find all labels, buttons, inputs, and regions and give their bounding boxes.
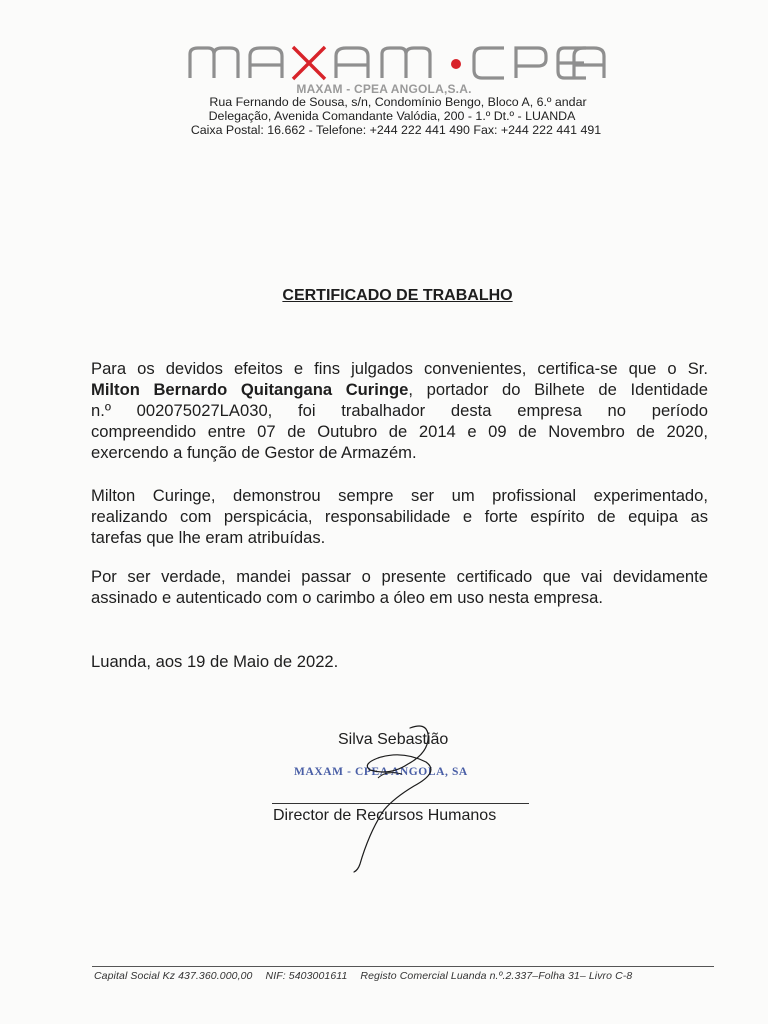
handwritten-signature <box>330 718 450 878</box>
text-line: Para os devidos efeitos e fins julgados convenientes, certifica-se que o Sr. <box>91 359 708 378</box>
address-line-2: Delegação, Avenida Comandante Valódia, 200 - 1.º Dt.º - LUANDA <box>208 109 576 123</box>
employee-name: Milton Bernardo Quitangana Curinge <box>91 380 409 399</box>
contact-line: Caixa Postal: 16.662 - Telefone: +244 222 441 490 Fax: +244 222 441 491 <box>190 123 602 137</box>
text-line <box>91 379 708 400</box>
text-line: compreendido entre 07 de Outubro de 2014 e 09 de Novembro de 2020, <box>91 422 708 441</box>
text-fragment: , portador do Bilhete de Identidade <box>408 380 708 399</box>
footer-nif: NIF: 5403001611 <box>265 970 348 982</box>
paragraph-certification <box>91 358 708 463</box>
logo-letter-a <box>572 38 612 88</box>
paragraph-closing <box>91 566 708 608</box>
signer-role: Director de Recursos Humanos <box>273 807 497 824</box>
text-line: Milton Curinge, demonstrou sempre ser um profissional experimentado, <box>91 486 708 505</box>
signer-name: Silva Sebastião <box>338 731 449 748</box>
document-title: CERTIFICADO DE TRABALHO <box>282 287 513 304</box>
text-line: assinado e autenticado com o carimbo a óleo em uso nesta empresa. <box>91 588 603 607</box>
text-line: exercendo a função de Gestor de Armazém. <box>91 443 417 462</box>
text-line: tarefas que lhe eram atribuídas. <box>91 528 326 547</box>
footer-registo: Registo Comercial Luanda n.º.2.337–Folha 31– Livro C-8 <box>360 970 633 982</box>
paragraph-evaluation <box>91 485 708 548</box>
text-line: realizando com perspicácia, responsabilidade e forte espírito de equipa as <box>91 507 708 526</box>
text-line: Por ser verdade, mandei passar o presente certificado que vai devidamente <box>91 567 708 586</box>
maxam-cpea-logo <box>186 38 606 88</box>
text-line: n.º 002075027LA030, foi trabalhador desta empresa no período <box>91 401 708 420</box>
footer-capital: Capital Social Kz 437.360.000,00 <box>94 970 253 982</box>
date-line: Luanda, aos 19 de Maio de 2022. <box>91 652 339 671</box>
footer-legal <box>94 970 642 982</box>
company-stamp: MAXAM - CPEA ANGOLA, SA <box>294 766 468 778</box>
company-name: MAXAM - CPEA ANGOLA,S.A. <box>296 82 472 96</box>
address-line-1: Rua Fernando de Sousa, s/n, Condomínio Bengo, Bloco A, 6.º andar <box>209 95 587 109</box>
footer-rule <box>92 966 714 967</box>
